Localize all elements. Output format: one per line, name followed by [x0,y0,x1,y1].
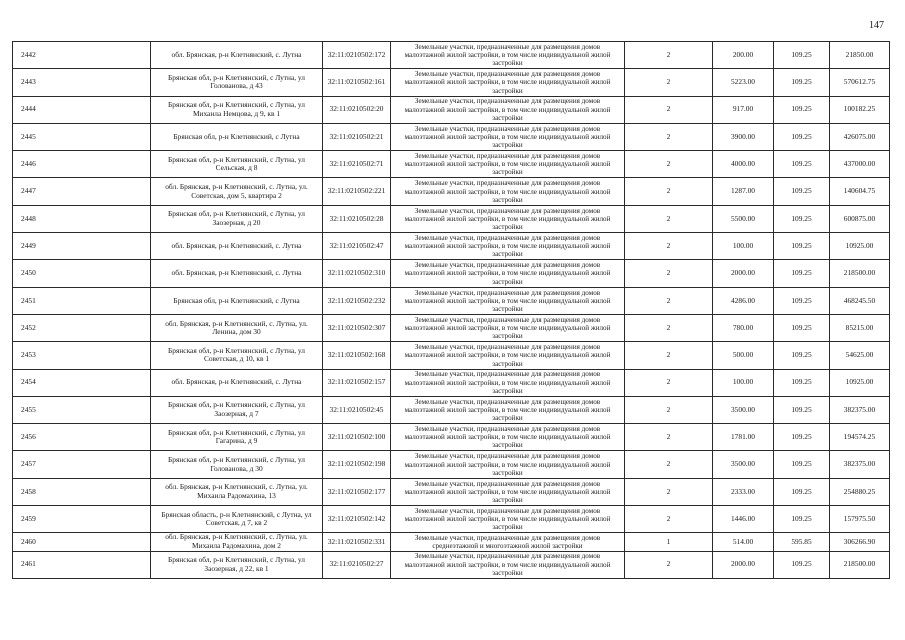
address-cell: обл. Брянская, р-н Клетнянский, с. Лутна [151,260,323,287]
specific-value-cell: 109.25 [774,260,830,287]
address-cell: Брянская обл, р-н Клетнянский, с Лутна [151,123,323,150]
cadastral-value-cell: 382375.00 [830,451,890,478]
table-row [13,342,890,369]
cadastral-number-cell: 32:11:0210502:20 [323,96,391,123]
land-use-description-cell: Земельные участки, предназначенные для размещения домов малоэтажной жилой застройки, в том числе индивидуальной жилой застройки [391,151,625,178]
land-use-description-cell: Земельные участки, предназначенные для размещения домов малоэтажной жилой застройки, в том числе индивидуальной жилой застройки [391,551,625,578]
address-cell: Брянская обл, р-н Клетнянский, с Лутна, ул Заозерная, д 7 [151,396,323,423]
group-cell: 2 [625,478,713,505]
group-cell: 2 [625,42,713,69]
cadastral-value-cell: 570612.75 [830,69,890,96]
specific-value-cell: 109.25 [774,123,830,150]
cadastral-value-cell: 600875.00 [830,205,890,232]
land-use-description-cell: Земельные участки, предназначенные для размещения домов малоэтажной жилой застройки, в том числе индивидуальной жилой застройки [391,396,625,423]
specific-value-cell: 595.85 [774,533,830,551]
area-cell: 3500.00 [713,451,774,478]
area-cell: 1287.00 [713,178,774,205]
land-use-description-cell: Земельные участки, предназначенные для размещения домов малоэтажной жилой застройки, в том числе индивидуальной жилой застройки [391,42,625,69]
land-use-description-cell: Земельные участки, предназначенные для размещения домов малоэтажной жилой застройки, в том числе индивидуальной жилой застройки [391,69,625,96]
cadastral-value-cell: 10925.00 [830,369,890,396]
group-cell: 2 [625,314,713,341]
group-cell: 2 [625,123,713,150]
cadastral-number-cell: 32:11:0210502:21 [323,123,391,150]
row-number: 2449 [13,233,151,260]
cadastral-value-cell: 437000.00 [830,151,890,178]
row-number: 2447 [13,178,151,205]
table-row [13,96,890,123]
specific-value-cell: 109.25 [774,69,830,96]
table-row [13,123,890,150]
cadastral-value-cell: 85215.00 [830,314,890,341]
land-use-description-cell: Земельные участки, предназначенные для размещения домов малоэтажной жилой застройки, в том числе индивидуальной жилой застройки [391,369,625,396]
specific-value-cell: 109.25 [774,342,830,369]
table-row [13,369,890,396]
area-cell: 5223.00 [713,69,774,96]
row-number: 2460 [13,533,151,551]
group-cell: 2 [625,205,713,232]
group-cell: 2 [625,69,713,96]
cadastral-value-cell: 100182.25 [830,96,890,123]
cadastral-number-cell: 32:11:0210502:307 [323,314,391,341]
area-cell: 1446.00 [713,506,774,533]
address-cell: Брянская обл, р-н Клетнянский, с Лутна, ул Голованова, д 43 [151,69,323,96]
area-cell: 1781.00 [713,424,774,451]
area-cell: 3500.00 [713,396,774,423]
table-row [13,533,890,551]
address-cell: обл. Брянская, р-н Клетнянский, с. Лутна, ул. Михаила Радомахина, 13 [151,478,323,505]
table-row [13,424,890,451]
table-row [13,178,890,205]
table-row [13,314,890,341]
cadastral-value-cell: 218500.00 [830,260,890,287]
address-cell: обл. Брянская, р-н Клетнянский, с. Лутна, ул. Советская, дом 5, квартира 2 [151,178,323,205]
address-cell: Брянская обл, р-н Клетнянский, с Лутна, ул Заозерная, д 22, кв 1 [151,551,323,578]
cadastral-number-cell: 32:11:0210502:45 [323,396,391,423]
cadastral-value-cell: 21850.00 [830,42,890,69]
row-number: 2445 [13,123,151,150]
row-number: 2448 [13,205,151,232]
specific-value-cell: 109.25 [774,424,830,451]
specific-value-cell: 109.25 [774,287,830,314]
area-cell: 100.00 [713,233,774,260]
group-cell: 2 [625,342,713,369]
group-cell: 2 [625,424,713,451]
table-row [13,69,890,96]
cadastral-value-cell: 218500.00 [830,551,890,578]
table-row [13,42,890,69]
specific-value-cell: 109.25 [774,506,830,533]
cadastral-number-cell: 32:11:0210502:142 [323,506,391,533]
group-cell: 2 [625,506,713,533]
cadastral-number-cell: 32:11:0210502:71 [323,151,391,178]
cadastral-value-cell: 426075.00 [830,123,890,150]
table-row [13,205,890,232]
cadastral-value-table [12,41,890,579]
area-cell: 500.00 [713,342,774,369]
specific-value-cell: 109.25 [774,151,830,178]
row-number: 2446 [13,151,151,178]
cadastral-number-cell: 32:11:0210502:100 [323,424,391,451]
address-cell: Брянская обл, р-н Клетнянский, с Лутна, ул Заозерная, д 20 [151,205,323,232]
specific-value-cell: 109.25 [774,96,830,123]
cadastral-number-cell: 32:11:0210502:198 [323,451,391,478]
area-cell: 200.00 [713,42,774,69]
table-row [13,478,890,505]
address-cell: обл. Брянская, р-н Клетнянский, с. Лутна [151,42,323,69]
cadastral-value-cell: 157975.50 [830,506,890,533]
group-cell: 2 [625,178,713,205]
row-number: 2443 [13,69,151,96]
row-number: 2458 [13,478,151,505]
table-row [13,260,890,287]
land-use-description-cell: Земельные участки, предназначенные для размещения домов малоэтажной жилой застройки, в том числе индивидуальной жилой застройки [391,478,625,505]
land-use-description-cell: Земельные участки, предназначенные для размещения домов малоэтажной жилой застройки, в том числе индивидуальной жилой застройки [391,96,625,123]
row-number: 2453 [13,342,151,369]
group-cell: 2 [625,260,713,287]
group-cell: 2 [625,151,713,178]
address-cell: Брянская обл, р-н Клетнянский, с Лутна, ул Советская, д 10, кв 1 [151,342,323,369]
address-cell: Брянская обл, р-н Клетнянский, с Лутна [151,287,323,314]
cadastral-number-cell: 32:11:0210502:47 [323,233,391,260]
specific-value-cell: 109.25 [774,205,830,232]
page-number: 147 [869,20,884,31]
area-cell: 5500.00 [713,205,774,232]
specific-value-cell: 109.25 [774,451,830,478]
cadastral-value-cell: 306266.90 [830,533,890,551]
group-cell: 2 [625,551,713,578]
group-cell: 2 [625,233,713,260]
specific-value-cell: 109.25 [774,233,830,260]
cadastral-value-cell: 382375.00 [830,396,890,423]
table-row [13,287,890,314]
row-number: 2454 [13,369,151,396]
table-row [13,451,890,478]
specific-value-cell: 109.25 [774,314,830,341]
land-use-description-cell: Земельные участки, предназначенные для размещения домов малоэтажной жилой застройки, в том числе индивидуальной жилой застройки [391,260,625,287]
land-use-description-cell: Земельные участки, предназначенные для размещения домов малоэтажной жилой застройки, в том числе индивидуальной жилой застройки [391,205,625,232]
specific-value-cell: 109.25 [774,42,830,69]
area-cell: 514.00 [713,533,774,551]
row-number: 2459 [13,506,151,533]
cadastral-number-cell: 32:11:0210502:177 [323,478,391,505]
area-cell: 780.00 [713,314,774,341]
row-number: 2457 [13,451,151,478]
specific-value-cell: 109.25 [774,396,830,423]
cadastral-number-cell: 32:11:0210502:27 [323,551,391,578]
cadastral-value-cell: 468245.50 [830,287,890,314]
land-use-description-cell: Земельные участки, предназначенные для размещения домов малоэтажной жилой застройки, в том числе индивидуальной жилой застройки [391,506,625,533]
cadastral-number-cell: 32:11:0210502:168 [323,342,391,369]
table-row [13,151,890,178]
row-number: 2455 [13,396,151,423]
row-number: 2450 [13,260,151,287]
land-use-description-cell: Земельные участки, предназначенные для размещения домов малоэтажной жилой застройки, в том числе индивидуальной жилой застройки [391,178,625,205]
area-cell: 4286.00 [713,287,774,314]
group-cell: 2 [625,287,713,314]
row-number: 2451 [13,287,151,314]
land-use-description-cell: Земельные участки, предназначенные для размещения домов малоэтажной жилой застройки, в том числе индивидуальной жилой застройки [391,451,625,478]
land-use-description-cell: Земельные участки, предназначенные для размещения домов малоэтажной жилой застройки, в том числе индивидуальной жилой застройки [391,342,625,369]
cadastral-value-cell: 54625.00 [830,342,890,369]
cadastral-number-cell: 32:11:0210502:28 [323,205,391,232]
row-number: 2461 [13,551,151,578]
cadastral-number-cell: 32:11:0210502:232 [323,287,391,314]
area-cell: 2000.00 [713,551,774,578]
address-cell: Брянская обл, р-н Клетнянский, с Лутна, ул Сельская, д 8 [151,151,323,178]
cadastral-number-cell: 32:11:0210502:331 [323,533,391,551]
cadastral-number-cell: 32:11:0210502:161 [323,69,391,96]
cadastral-value-cell: 194574.25 [830,424,890,451]
cadastral-value-cell: 254880.25 [830,478,890,505]
table-row [13,551,890,578]
row-number: 2442 [13,42,151,69]
specific-value-cell: 109.25 [774,551,830,578]
address-cell: Брянская обл, р-н Клетнянский, с Лутна, ул Голованова, д 30 [151,451,323,478]
group-cell: 2 [625,396,713,423]
table-body [13,42,890,579]
table-row [13,233,890,260]
area-cell: 3900.00 [713,123,774,150]
area-cell: 4000.00 [713,151,774,178]
area-cell: 917.00 [713,96,774,123]
group-cell: 2 [625,369,713,396]
specific-value-cell: 109.25 [774,478,830,505]
group-cell: 2 [625,96,713,123]
cadastral-number-cell: 32:11:0210502:172 [323,42,391,69]
address-cell: Брянская обл, р-н Клетнянский, с Лутна, ул Михаила Немцова, д 9, кв 1 [151,96,323,123]
land-use-description-cell: Земельные участки, предназначенные для размещения домов малоэтажной жилой застройки, в том числе индивидуальной жилой застройки [391,314,625,341]
row-number: 2444 [13,96,151,123]
land-use-description-cell: Земельные участки, предназначенные для размещения домов малоэтажной жилой застройки, в том числе индивидуальной жилой застройки [391,287,625,314]
table-row [13,506,890,533]
land-use-description-cell: Земельные участки, предназначенные для размещения домов среднеэтажной и многоэтажной жилой застройки [391,533,625,551]
address-cell: обл. Брянская, р-н Клетнянский, с. Лутна, ул. Михаила Радомахина, дом 2 [151,533,323,551]
address-cell: Брянская обл, р-н Клетнянский, с Лутна, ул Гагарина, д 9 [151,424,323,451]
cadastral-number-cell: 32:11:0210502:221 [323,178,391,205]
area-cell: 2333.00 [713,478,774,505]
cadastral-number-cell: 32:11:0210502:157 [323,369,391,396]
group-cell: 1 [625,533,713,551]
row-number: 2456 [13,424,151,451]
address-cell: обл. Брянская, р-н Клетнянский, с. Лутна [151,369,323,396]
land-use-description-cell: Земельные участки, предназначенные для размещения домов малоэтажной жилой застройки, в том числе индивидуальной жилой застройки [391,233,625,260]
specific-value-cell: 109.25 [774,369,830,396]
cadastral-number-cell: 32:11:0210502:310 [323,260,391,287]
cadastral-value-cell: 10925.00 [830,233,890,260]
group-cell: 2 [625,451,713,478]
address-cell: Брянская область, р-н Клетнянский, с Лутна, ул Советская, д 7, кв 2 [151,506,323,533]
area-cell: 2000.00 [713,260,774,287]
land-use-description-cell: Земельные участки, предназначенные для размещения домов малоэтажной жилой застройки, в том числе индивидуальной жилой застройки [391,123,625,150]
cadastral-value-cell: 140604.75 [830,178,890,205]
table-row [13,396,890,423]
land-use-description-cell: Земельные участки, предназначенные для размещения домов малоэтажной жилой застройки, в том числе индивидуальной жилой застройки [391,424,625,451]
row-number: 2452 [13,314,151,341]
specific-value-cell: 109.25 [774,178,830,205]
address-cell: обл. Брянская, р-н Клетнянский, с. Лутна [151,233,323,260]
area-cell: 100.00 [713,369,774,396]
address-cell: обл. Брянская, р-н Клетнянский, с. Лутна, ул. Ленина, дом 30 [151,314,323,341]
